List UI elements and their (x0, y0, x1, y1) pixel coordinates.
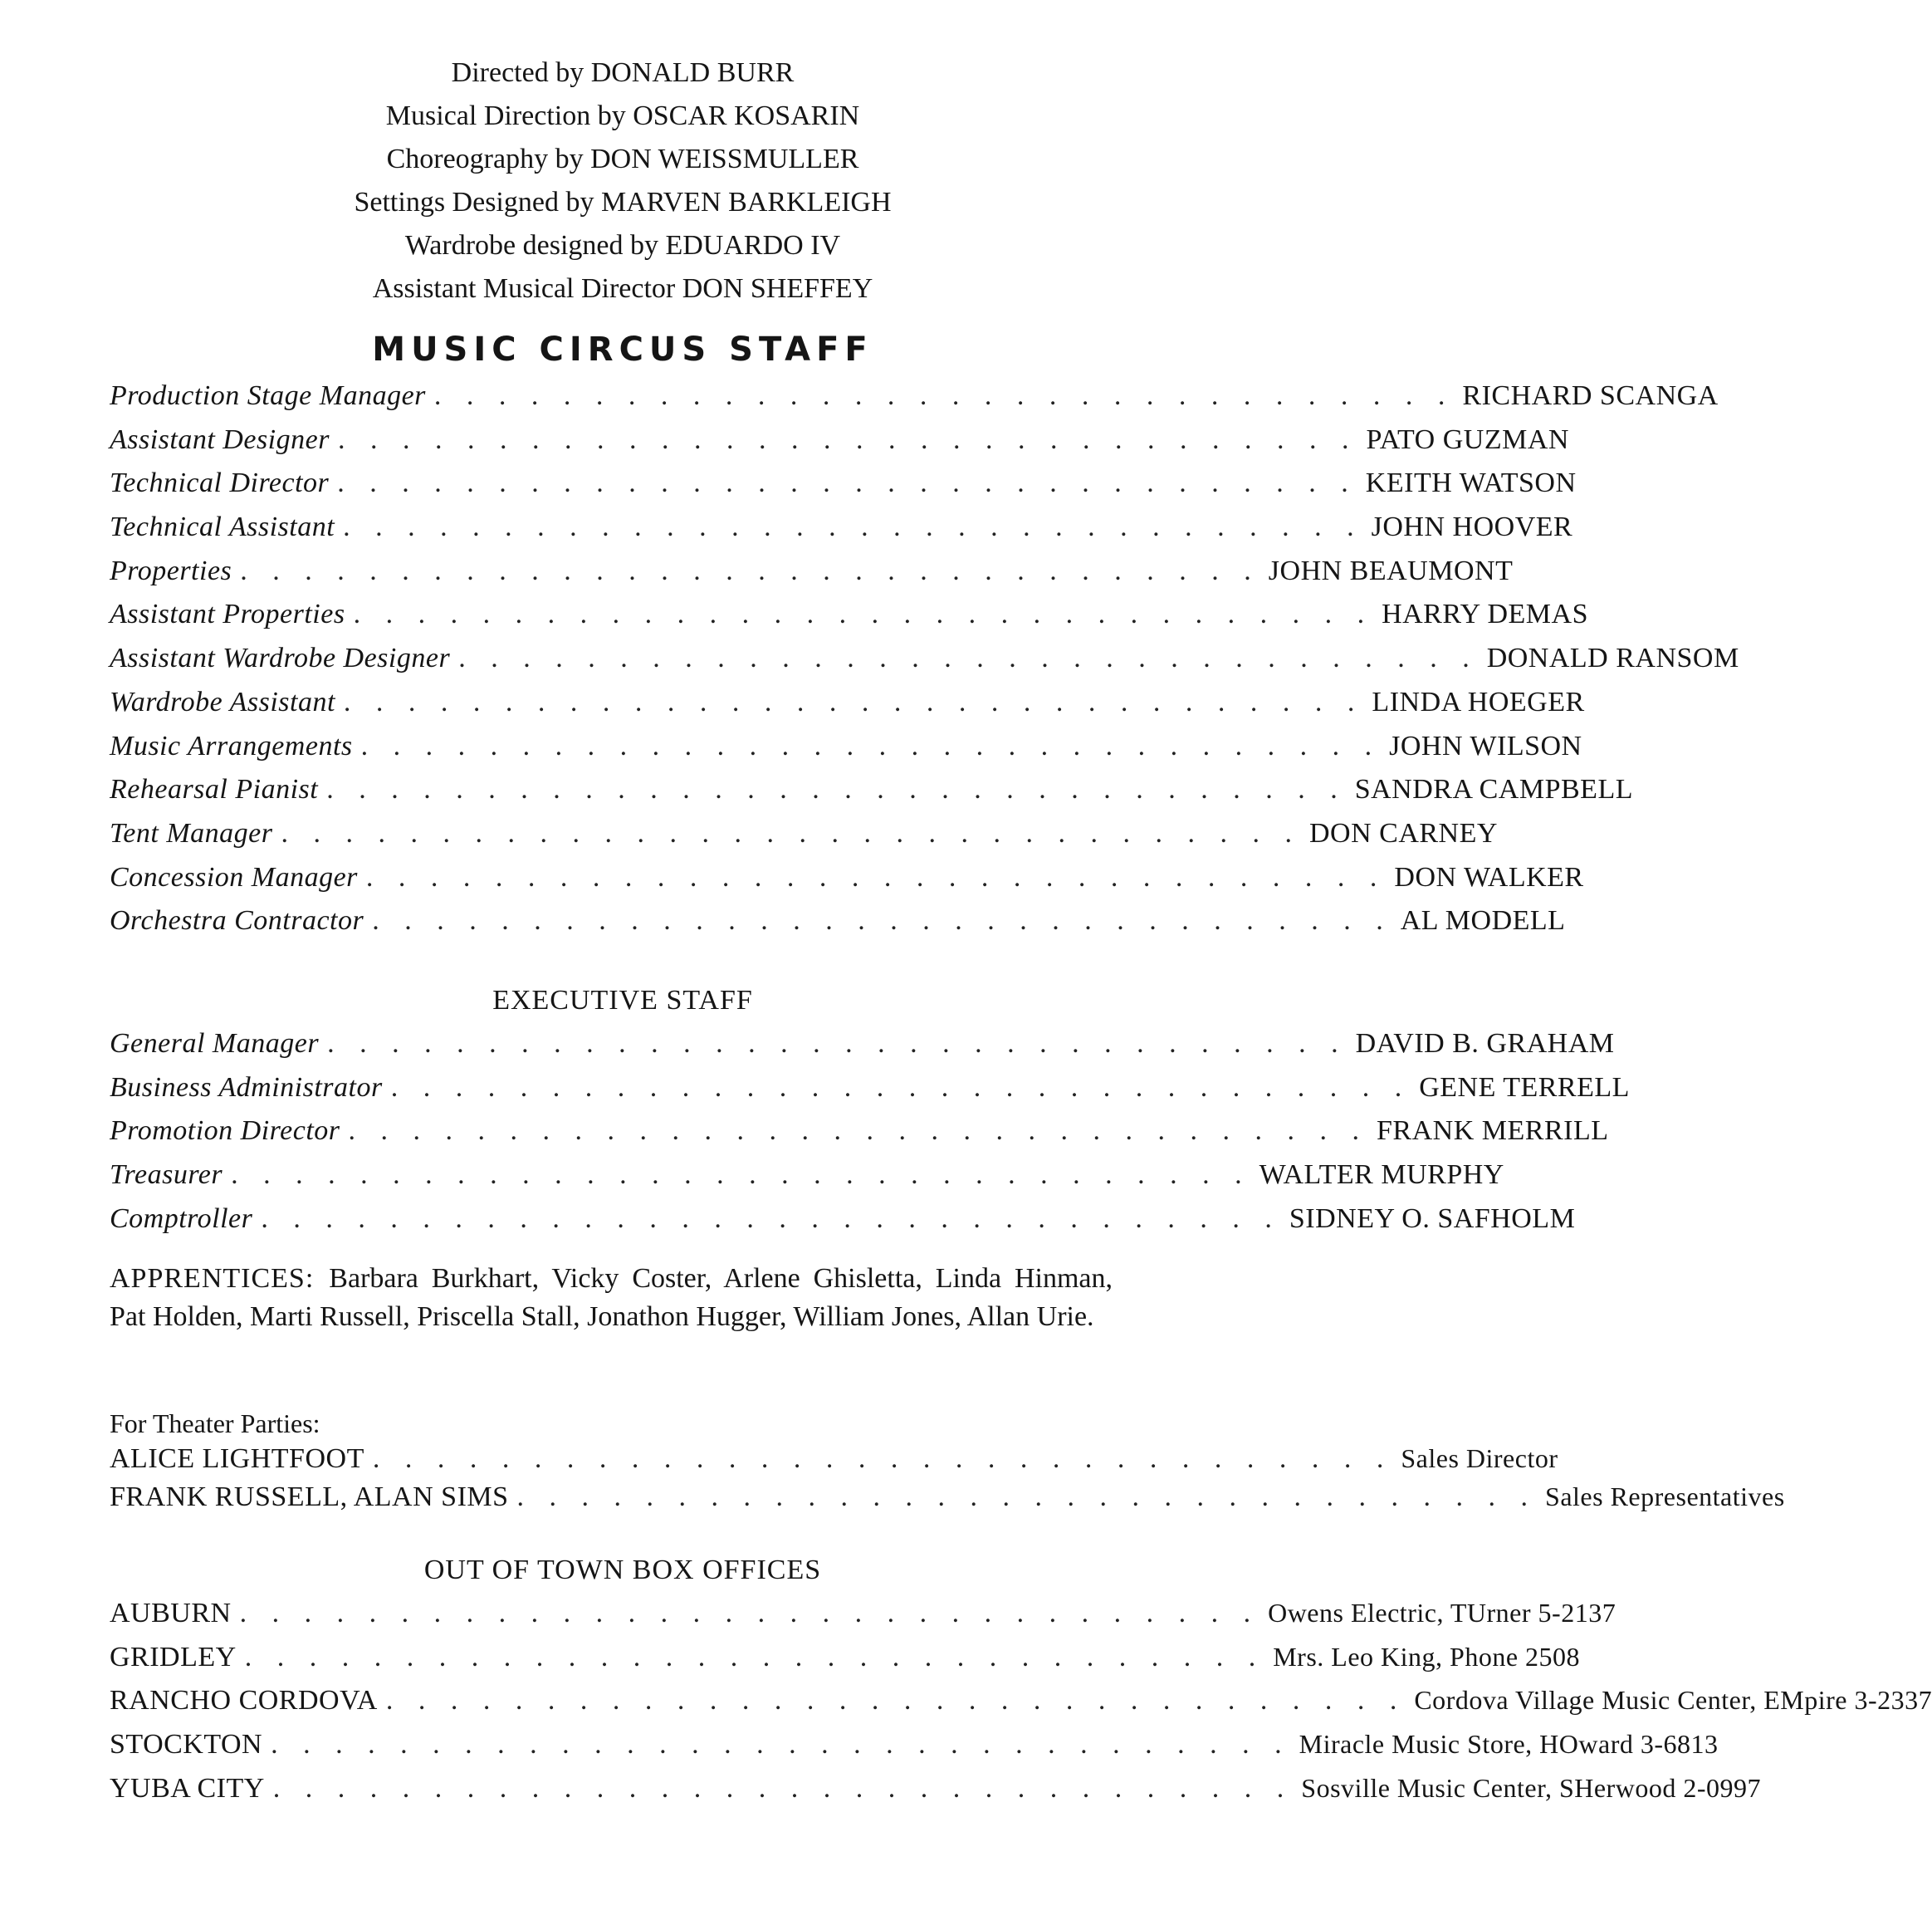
staff-name: PATO GUZMAN (1366, 424, 1569, 455)
staff-role: Wardrobe Assistant (110, 686, 335, 717)
executive-staff-heading: EXECUTIVE STAFF (492, 985, 753, 1016)
staff-name: GENE TERRELL (1419, 1071, 1630, 1103)
credit-line: Wardrobe designed by EDUARDO IV (404, 230, 841, 261)
staff-name: DONALD RANSOM (1486, 643, 1739, 674)
production-credits (0, 51, 1245, 311)
box-office-city: YUBA CITY (110, 1772, 265, 1804)
theater-parties-list (110, 1443, 1785, 1520)
sales-title: Sales Director (1401, 1443, 1558, 1473)
leader-dots: . . . . . . . . . . . . . . . . . . . . . . . . . . . . . . . . (337, 424, 1358, 455)
box-office-row (110, 1641, 1581, 1686)
leader-dots: . . . . . . . . . . . . . . . . . . . . . . . . . . . . . . . . (360, 730, 1382, 762)
box-offices-list (110, 1598, 1932, 1816)
leader-dots: . . . . . . . . . . . . . . . . . . . . . . . . . . . . . . . . (326, 774, 1347, 806)
staff-name: WALTER MURPHY (1259, 1159, 1504, 1191)
staff-role: Comptroller (110, 1202, 253, 1234)
credit-line: Assistant Musical Director DON SHEFFEY (372, 273, 873, 304)
leader-dots: . . . . . . . . . . . . . . . . . . . . . . . . . . . . . . . . (365, 861, 1387, 893)
staff-name: JOHN BEAUMONT (1268, 555, 1514, 586)
staff-role: Technical Assistant (110, 512, 335, 543)
box-office-location: Mrs. Leo King, Phone 2508 (1273, 1641, 1581, 1672)
theater-parties-intro: For Theater Parties: (110, 1408, 320, 1438)
box-office-location: Owens Electric, TUrner 5-2137 (1268, 1598, 1617, 1628)
staff-name: HARRY DEMAS (1382, 599, 1588, 630)
staff-role: Properties (110, 555, 232, 586)
credit-line: Directed by DONALD BURR (451, 57, 795, 88)
music-circus-staff-list (110, 380, 1739, 949)
staff-row (110, 380, 1719, 424)
box-offices-heading: OUT OF TOWN BOX OFFICES (423, 1555, 822, 1585)
staff-name: SANDRA CAMPBELL (1354, 774, 1633, 806)
staff-name: JOHN HOOVER (1371, 512, 1573, 543)
leader-dots: . . . . . . . . . . . . . . . . . . . . . . . . . . . . . . . . (327, 1028, 1348, 1059)
leader-dots: . . . . . . . . . . . . . . . . . . . . . . . . . . . . . . . . (337, 468, 1357, 499)
staff-row (110, 730, 1582, 775)
staff-row (110, 555, 1514, 600)
staff-role: Assistant Properties (110, 599, 345, 630)
staff-name: DON CARNEY (1308, 817, 1498, 849)
staff-name: AL MODELL (1400, 905, 1566, 937)
leader-dots: . . . . . . . . . . . . . . . . . . . . . . . . . . . . . . . . (390, 1071, 1411, 1103)
staff-role: Production Stage Manager (110, 380, 426, 411)
sales-row (110, 1443, 1558, 1481)
staff-name: LINDA HOEGER (1372, 686, 1585, 717)
staff-row (110, 1159, 1504, 1203)
leader-dots: . . . . . . . . . . . . . . . . . . . . . . . . . . . . . . . . (348, 1115, 1369, 1147)
credit-line: Settings Designed by MARVEN BARKLEIGH (354, 187, 892, 218)
staff-row (110, 905, 1566, 949)
staff-role: Assistant Designer (110, 424, 330, 455)
staff-row (110, 512, 1573, 556)
leader-dots: . . . . . . . . . . . . . . . . . . . . . . . . . . . . . . . . (433, 380, 1455, 411)
staff-role: Technical Director (110, 468, 330, 499)
box-office-location: Sosville Music Center, SHerwood 2-0997 (1301, 1772, 1761, 1803)
executive-staff-list (110, 1028, 1630, 1246)
leader-dots: . . . . . . . . . . . . . . . . . . . . . . . . . . . . . . . . (281, 817, 1301, 849)
staff-role: Assistant Wardrobe Designer (110, 643, 451, 674)
staff-row (110, 774, 1633, 818)
staff-role: Promotion Director (110, 1115, 340, 1147)
sales-person: ALICE LIGHTFOOT (110, 1443, 364, 1474)
staff-role: Treasurer (110, 1159, 223, 1191)
box-office-row (110, 1729, 1719, 1773)
box-office-location: Cordova Village Music Center, EMpire 3-2337 (1414, 1685, 1932, 1716)
staff-name: KEITH WATSON (1365, 468, 1577, 499)
credit-line: Choreography by DON WEISSMULLER (386, 144, 859, 174)
staff-role: Tent Manager (110, 817, 273, 849)
box-office-city: STOCKTON (110, 1729, 263, 1761)
leader-dots: . . . . . . . . . . . . . . . . . . . . . . . . . . . . . . . . (240, 555, 1260, 586)
credit-line: Musical Direction by OSCAR KOSARIN (385, 100, 860, 131)
staff-row (110, 643, 1739, 687)
staff-row (110, 424, 1569, 468)
staff-row (110, 1202, 1576, 1247)
staff-role: General Manager (110, 1028, 320, 1059)
box-office-row (110, 1772, 1761, 1817)
leader-dots: . . . . . . . . . . . . . . . . . . . . . . . . . . . . . . . . (372, 905, 1392, 937)
staff-row (110, 686, 1585, 731)
leader-dots: . . . . . . . . . . . . . . . . . . . . . . . . . . . . . . . . (458, 643, 1479, 674)
staff-row (110, 1071, 1630, 1116)
box-office-city: GRIDLEY (110, 1641, 237, 1672)
apprentices-names: Barbara Burkhart, Vicky Coster, Arlene Ghisletta, Linda Hinman, Pat Holden, Marti Russell, Priscella Stall, Jonathon Hugger, William Jones, Allan Urie. (110, 1263, 1113, 1332)
leader-dots: . . . . . . . . . . . . . . . . . . . . . . . . . . . . . . . . (353, 599, 1374, 630)
staff-role: Music Arrangements (110, 730, 353, 762)
sales-person: FRANK RUSSELL, ALAN SIMS (110, 1481, 509, 1512)
staff-name: FRANK MERRILL (1377, 1115, 1609, 1147)
staff-name: DON WALKER (1394, 861, 1584, 893)
leader-dots: . . . . . . . . . . . . . . . . . . . . . . . . . . . . . . . . (271, 1729, 1291, 1761)
staff-name: DAVID B. GRAHAM (1355, 1028, 1615, 1059)
staff-name: RICHARD SCANGA (1462, 380, 1719, 411)
music-circus-staff-heading: MUSIC CIRCUS STAFF (372, 331, 873, 369)
sales-row (110, 1481, 1785, 1520)
staff-role: Rehearsal Pianist (110, 774, 319, 806)
leader-dots: . . . . . . . . . . . . . . . . . . . . . . . . . . . . . . . . (343, 686, 1364, 717)
staff-row (110, 1028, 1615, 1072)
staff-row (110, 817, 1498, 862)
staff-role: Concession Manager (110, 861, 358, 893)
leader-dots: . . . . . . . . . . . . . . . . . . . . . . . . . . . . . . . . (244, 1641, 1265, 1672)
leader-dots: . . . . . . . . . . . . . . . . . . . . . . . . . . . . . . . . (231, 1159, 1251, 1191)
sales-title: Sales Representatives (1545, 1481, 1785, 1511)
staff-row (110, 599, 1588, 643)
leader-dots: . . . . . . . . . . . . . . . . . . . . . . . . . . . . . . . . (343, 512, 1363, 543)
leader-dots: . . . . . . . . . . . . . . . . . . . . . . . . . . . . . . . . (239, 1598, 1260, 1628)
box-office-city: AUBURN (110, 1598, 232, 1628)
box-office-location: Miracle Music Store, HOward 3-6813 (1299, 1729, 1719, 1760)
leader-dots: . . . . . . . . . . . . . . . . . . . . . . . . . . . . . . . . (516, 1481, 1538, 1512)
leader-dots: . . . . . . . . . . . . . . . . . . . . . . . . . . . . . . . . (261, 1202, 1281, 1234)
staff-role: Business Administrator (110, 1071, 383, 1103)
box-office-row (110, 1598, 1617, 1642)
staff-name: JOHN WILSON (1389, 730, 1582, 762)
apprentices-paragraph (110, 1260, 1113, 1336)
staff-row (110, 861, 1584, 906)
box-office-row (110, 1685, 1932, 1729)
apprentices-label: APPRENTICES: (110, 1263, 315, 1294)
staff-name: SIDNEY O. SAFHOLM (1289, 1202, 1576, 1234)
leader-dots: . . . . . . . . . . . . . . . . . . . . . . . . . . . . . . . . (385, 1685, 1406, 1716)
staff-row (110, 468, 1577, 512)
leader-dots: . . . . . . . . . . . . . . . . . . . . . . . . . . . . . . . . (372, 1443, 1393, 1474)
box-office-city: RANCHO CORDOVA (110, 1685, 378, 1716)
staff-row (110, 1115, 1609, 1159)
staff-role: Orchestra Contractor (110, 905, 364, 937)
leader-dots: . . . . . . . . . . . . . . . . . . . . . . . . . . . . . . . . (272, 1772, 1294, 1804)
